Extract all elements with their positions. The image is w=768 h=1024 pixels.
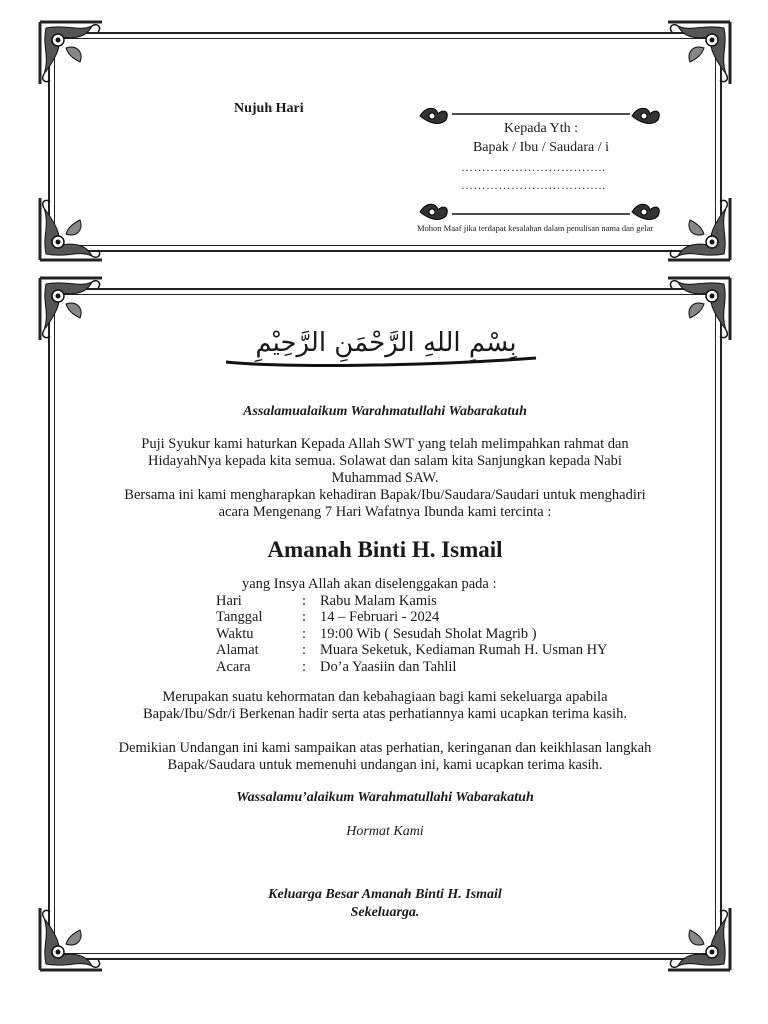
address-box xyxy=(416,108,666,220)
intro-line: Bersama ini kami mengharapkan kehadiran Bapak/Ibu/Saudara/Saudari untuk menghadiri xyxy=(124,487,646,503)
deceased-name: Amanah Binti H. Ismail xyxy=(267,537,503,562)
recipient-address-line: …………………………….. xyxy=(461,178,606,192)
detail-value: Muara Seketuk, Kediaman Rumah H. Usman HY xyxy=(320,642,608,659)
envelope-title: Nujuh Hari xyxy=(234,101,304,116)
apology-note: Mohon Maaf jika terdapat kesalahan dalam penulisan nama dan gelar xyxy=(417,223,654,233)
family-signature-suffix: Sekeluarga. xyxy=(350,905,420,920)
corner-ornament-icon xyxy=(36,274,106,344)
corner-ornament-icon xyxy=(36,194,106,264)
to-label: Kepada Yth : xyxy=(503,121,579,136)
honor-line: Bapak/Ibu/Sdr/i Berkenan hadir serta atas perhatiannya kami ucapkan terima kasih. xyxy=(143,706,627,722)
detail-colon: : xyxy=(302,593,307,609)
detail-label: Hari xyxy=(216,593,242,609)
detail-label: Alamat xyxy=(216,642,259,659)
envelope-card xyxy=(36,18,734,264)
honor-paragraph xyxy=(76,689,694,723)
corner-ornament-icon xyxy=(664,194,734,264)
opening-greeting: Assalamualaikum Warahmatullahi Wabarakatuh xyxy=(243,404,527,419)
closing-paragraph xyxy=(76,740,694,774)
corner-ornament-icon xyxy=(664,274,734,344)
honor-line: Merupakan suatu kehormatan dan kebahagiaan bagi kami sekeluarga apabila xyxy=(162,689,608,705)
recipient-label: Bapak / Ibu / Saudara / i xyxy=(472,140,610,155)
intro-line: Muhammad SAW. xyxy=(331,470,439,486)
basmala-text: بِسْمِ اللهِ الرَّحْمَنِ الرَّحِيْمِ xyxy=(255,328,517,358)
detail-value: 14 – Februari - 2024 xyxy=(320,609,440,626)
event-lead-in: yang Insya Allah akan diselenggakan pada : xyxy=(242,576,497,592)
corner-ornament-icon xyxy=(664,18,734,88)
intro-line: Puji Syukur kami haturkan Kepada Allah SWT yang telah melimpahkan rahmat dan xyxy=(141,436,629,452)
closing-line: Demikian Undangan ini kami sampaikan atas perhatian, keringanan dan keikhlasan langkah xyxy=(118,740,652,756)
detail-colon: : xyxy=(302,625,307,642)
corner-ornament-icon xyxy=(36,18,106,88)
detail-colon: : xyxy=(302,642,307,659)
recipient-name-line: …………………………….. xyxy=(461,160,606,174)
detail-value: Rabu Malam Kamis xyxy=(320,593,437,609)
detail-row-time xyxy=(216,626,608,642)
closing-greeting: Wassalamu’alaikum Warahmatullahi Wabarakatuh xyxy=(236,790,534,805)
regards: Hormat Kami xyxy=(346,824,424,839)
detail-row-address xyxy=(216,642,608,658)
detail-colon: : xyxy=(302,658,307,675)
family-signature: Keluarga Besar Amanah Binti H. Ismail xyxy=(268,887,502,902)
detail-value: Do’a Yaasiin dan Tahlil xyxy=(320,658,457,675)
intro-line: HidayahNya kepada kita semua. Solawat dan salam kita Sanjungkan kepada Nabi xyxy=(148,453,622,469)
detail-row-date xyxy=(216,609,608,625)
invitation-card xyxy=(36,274,734,974)
intro-line: acara Mengenang 7 Hari Wafatnya Ibunda kami tercinta : xyxy=(218,504,552,520)
detail-label: Acara xyxy=(216,658,251,675)
intro-paragraph xyxy=(76,436,694,521)
detail-row-day xyxy=(216,593,608,609)
closing-line: Bapak/Saudara untuk memenuhi undangan ini, kami ucapkan terima kasih. xyxy=(167,757,603,773)
basmala-calligraphy xyxy=(206,318,566,384)
detail-colon: : xyxy=(302,609,307,626)
detail-value: 19:00 Wib ( Sesudah Sholat Magrib ) xyxy=(320,625,537,642)
event-details xyxy=(216,593,608,675)
detail-label: Tanggal xyxy=(216,609,263,626)
detail-row-event xyxy=(216,659,608,675)
detail-label: Waktu xyxy=(216,625,254,642)
